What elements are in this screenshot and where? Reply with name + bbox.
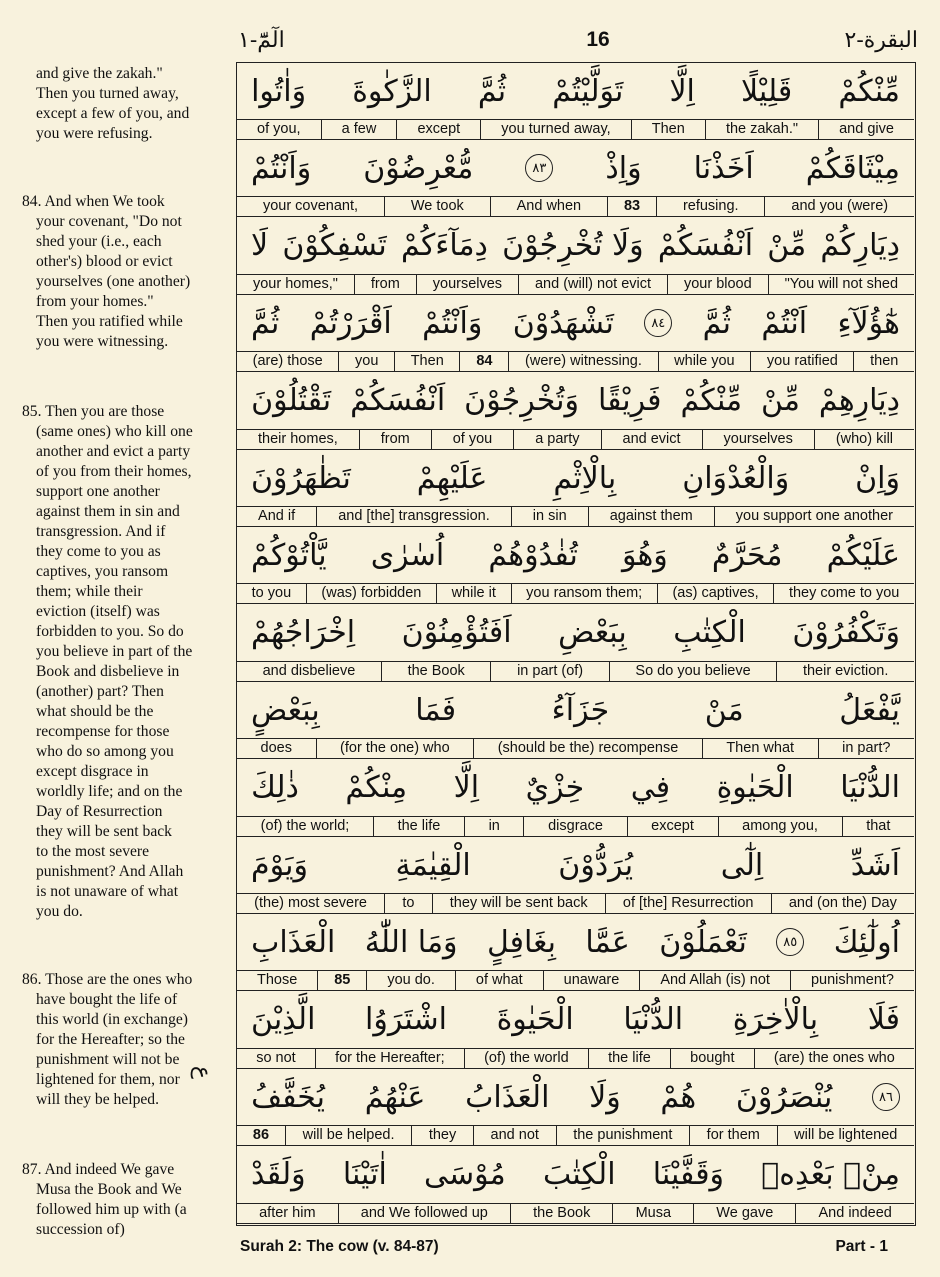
translation-line: [237, 894, 914, 914]
arabic-word: اَنْفُسَكُمْ: [657, 228, 754, 264]
arabic-line: [237, 218, 914, 275]
arabic-word: بِالْاٰخِرَةِ: [732, 1002, 819, 1038]
translation-cell: for them: [689, 1126, 776, 1145]
arabic-word: عَنْهُمُ: [364, 1079, 426, 1115]
page-number: 16: [586, 28, 610, 51]
translation-cell: that: [842, 817, 914, 836]
commentary-line: Then you ratified while: [36, 313, 183, 330]
arabic-line: [237, 1069, 914, 1126]
translation-cell: and (will) not evict: [518, 275, 667, 294]
commentary-line: them; while their: [36, 583, 143, 600]
arabic-word: تَقْتُلُوْنَ: [251, 383, 332, 419]
translation-cell: and you (were): [764, 197, 914, 216]
translation-cell: you do.: [366, 971, 455, 990]
commentary-line: transgression. And if: [36, 523, 166, 540]
arabic-word: مِّنْكُمْ: [680, 383, 743, 419]
arabic-word: الدُّنْيَا: [840, 770, 900, 806]
arabic-word: جَزَآءُ: [551, 692, 610, 728]
arabic-word: دِيَارِكُمْ: [820, 228, 900, 264]
commentary-line: Then you turned away,: [36, 85, 179, 102]
arabic-word: اِلٰٓى: [720, 847, 764, 883]
arabic-word: مِنْكُمْ: [345, 770, 408, 806]
arabic-word: تُفٰدُوْهُمْ: [488, 537, 578, 573]
arabic-word: وَلَا: [589, 1079, 621, 1115]
translation-cell: a few: [321, 120, 397, 139]
verse-number-marker: ٨٥: [776, 928, 804, 956]
arabic-word: فِي: [630, 770, 671, 806]
arabic-word: عَمَّا: [585, 924, 630, 960]
translation-cell: their eviction.: [776, 662, 914, 681]
arabic-line: [237, 605, 914, 662]
verse-number-cell: 86: [252, 1127, 270, 1144]
translation-cell: so not: [256, 1049, 296, 1066]
commentary-line: except disgrace in: [36, 763, 149, 780]
translation-cell: And when: [490, 197, 607, 216]
translation-cell: while it: [436, 584, 511, 603]
translation-line: [237, 739, 914, 759]
arabic-word: الْعَذَابُ: [465, 1079, 550, 1115]
arabic-word: مُوْسَى: [424, 1157, 506, 1193]
arabic-line: [237, 450, 914, 507]
commentary-line: Day of Resurrection: [36, 803, 163, 820]
commentary-line: captives, you ransom: [36, 563, 169, 580]
arabic-word: وَاَنْتُمْ: [251, 150, 312, 186]
arabic-line: [237, 527, 914, 584]
arabic-word: اشْتَرَوُا: [365, 1002, 447, 1038]
translation-cell: from: [354, 275, 416, 294]
arabic-word: خِزْيٌ: [525, 770, 585, 806]
translation-cell: (of) the world: [464, 1049, 588, 1068]
commentary-paragraph: [22, 402, 212, 922]
arabic-line: [237, 1147, 914, 1204]
arabic-word: عَلَيْهِمْ: [416, 460, 488, 496]
verse-number-marker: ٨٦: [872, 1083, 900, 1111]
commentary-line: against them in sin and: [36, 503, 180, 520]
translation-cell: will be helped.: [285, 1126, 411, 1145]
commentary-line: to the most severe: [36, 843, 150, 860]
arabic-word: مِنْۢ بَعْدِهٖ: [761, 1157, 900, 1193]
translation-cell: a party: [513, 430, 600, 449]
arabic-word: وَهُوَ: [621, 537, 668, 573]
commentary-line: you were refusing.: [36, 125, 153, 142]
translation-cell: they will be sent back: [432, 894, 605, 913]
commentary-line: you do.: [36, 903, 83, 920]
commentary-line: you were witnessing.: [36, 333, 169, 350]
translation-cell: And if: [258, 508, 296, 524]
arabic-word: مُحَرَّمٌ: [711, 537, 783, 573]
commentary-line: who do so among you: [36, 743, 174, 760]
translation-cell: in: [464, 817, 524, 836]
translation-cell: you: [338, 352, 394, 371]
translation-cell: Then: [631, 120, 705, 139]
commentary-line: except a few of you, and: [36, 105, 190, 122]
arabic-word: يُنْصَرُوْنَ: [735, 1079, 833, 1115]
page-header: [238, 28, 918, 56]
commentary-line: followed him up with (a: [36, 1201, 187, 1218]
translation-cell: the zakah.": [705, 120, 818, 139]
arabic-word: تَسْفِكُوْنَ: [282, 228, 387, 264]
arabic-word: تَشْهَدُوْنَ: [512, 305, 614, 341]
arabic-word: وَاِنْ: [855, 460, 900, 496]
translation-cell: the life: [588, 1049, 670, 1068]
commentary-paragraph: [22, 192, 212, 352]
translation-line: [237, 197, 914, 217]
translation-cell: Then: [394, 352, 459, 371]
arabic-word: ثُمَّ: [477, 73, 507, 109]
translation-cell: your covenant,: [262, 198, 359, 215]
arabic-word: الدُّنْيَا: [623, 1002, 684, 1038]
arabic-line: [237, 373, 914, 430]
word-by-word-grid: [236, 62, 916, 1226]
translation-cell: their homes,: [258, 430, 338, 447]
arabic-word: بِالْاِثْمِ: [553, 460, 617, 496]
arabic-word: يَّفْعَلُ: [839, 692, 900, 728]
translation-cell: your blood: [667, 275, 768, 294]
translation-cell: refusing.: [656, 197, 764, 216]
translation-cell: and give: [818, 120, 914, 139]
translation-cell: And indeed: [795, 1204, 914, 1223]
arabic-word: لَا: [251, 228, 269, 264]
translation-line: [237, 1204, 914, 1224]
commentary-line: shed your (i.e., each: [36, 233, 162, 250]
translation-cell: punishment?: [790, 971, 914, 990]
translation-line: [237, 507, 914, 527]
translation-cell: yourselves: [416, 275, 518, 294]
arabic-word: فَرِيْقًا: [597, 383, 662, 419]
arabic-word: مِّنْ: [761, 383, 800, 419]
commentary-line: punishment will not be: [36, 1051, 180, 1068]
translation-cell: will be lightened: [777, 1126, 914, 1145]
verse-number-cell: 83: [607, 197, 656, 216]
translation-line: [237, 584, 914, 604]
arabic-word: الَّذِيْنَ: [251, 1002, 316, 1038]
translation-cell: (was) forbidden: [306, 584, 436, 603]
commentary-line: 86. Those are the ones who: [22, 971, 193, 988]
commentary-line: will they be helped.: [36, 1091, 159, 1108]
arabic-word: مِّنْ: [767, 228, 807, 264]
translation-cell: (who) kill: [814, 430, 914, 449]
arabic-word: بِغَافِلٍ: [486, 924, 556, 960]
arabic-word: ثُمَّ: [702, 305, 731, 341]
commentary-paragraph: [22, 64, 212, 144]
commentary-line: this world (in exchange): [36, 1011, 188, 1028]
translation-cell: the Book: [510, 1204, 612, 1223]
commentary-line: from your homes.": [36, 293, 154, 310]
commentary-line: lightened for them, nor: [36, 1071, 180, 1088]
commentary-line: punishment? And Allah: [36, 863, 184, 880]
arabic-word: وَيَوْمَ: [251, 847, 308, 883]
verse-number-cell: 85: [317, 971, 366, 990]
ruku-mark: ع: [190, 1065, 216, 1080]
translation-cell: they: [411, 1126, 473, 1145]
translation-cell: (of) the world;: [260, 817, 350, 834]
arabic-line: [237, 914, 914, 971]
translation-cell: among you,: [718, 817, 842, 836]
arabic-word: تَعْمَلُوْنَ: [659, 924, 747, 960]
commentary-line: have bought the life of: [36, 991, 178, 1008]
translation-cell: We gave: [693, 1204, 795, 1223]
translation-cell: and not: [473, 1126, 556, 1145]
arabic-word: تَوَلَّيْتُمْ: [552, 73, 624, 109]
arabic-word: قَلِيْلًا: [741, 73, 793, 109]
translation-cell: "You will not shed: [768, 275, 914, 294]
translation-cell: (are) those: [252, 353, 323, 370]
verse-number-cell: 84: [459, 352, 508, 371]
arabic-word: دِمَآءَكُمْ: [400, 228, 488, 264]
translation-cell: in sin: [511, 507, 588, 526]
translation-cell: of what: [455, 971, 543, 990]
translation-cell: and We followed up: [338, 1204, 510, 1223]
arabic-word: يُخَفَّفُ: [251, 1079, 326, 1115]
translation-cell: of you: [431, 430, 513, 449]
arabic-word: وَتُخْرِجُوْنَ: [464, 383, 579, 419]
translation-cell: after him: [259, 1204, 316, 1221]
commentary-paragraph: [22, 970, 212, 1110]
translation-cell: Those: [256, 972, 298, 989]
arabic-word: مِّنْكُمْ: [838, 73, 900, 109]
arabic-word: الْكِتٰبِ: [673, 615, 746, 651]
arabic-word: اِلَّا: [669, 73, 695, 109]
part-label: Part - 1: [835, 1238, 888, 1255]
arabic-word: وَقَفَّيْنَا: [652, 1157, 725, 1193]
translation-cell: to you: [251, 585, 292, 602]
arabic-word: وَاٰتُوا: [251, 73, 307, 109]
commentary-line: yourselves (one another): [36, 273, 191, 290]
translation-cell: and [the] transgression.: [316, 507, 511, 526]
commentary-line: they will be sent back: [36, 823, 172, 840]
translation-cell: So do you believe: [609, 662, 777, 681]
translation-cell: disgrace: [523, 817, 626, 836]
arabic-word: وَاِذْ: [605, 150, 642, 186]
arabic-line: [237, 760, 914, 817]
translation-line: [237, 1126, 914, 1146]
translation-cell: and evict: [601, 430, 702, 449]
commentary-line: (same ones) who kill one: [36, 423, 193, 440]
translation-cell: (are) the ones who: [754, 1049, 914, 1068]
arabic-line: [237, 140, 914, 197]
arabic-word: اَنْتُمْ: [761, 305, 808, 341]
juz-label: الٓمّٓ-١: [238, 28, 285, 53]
translation-cell: except: [396, 120, 480, 139]
translation-cell: We took: [384, 197, 490, 216]
arabic-line: [237, 682, 914, 739]
arabic-word: ذٰلِكَ: [251, 770, 299, 806]
translation-line: [237, 662, 914, 682]
commentary-line: of you from their homes,: [36, 463, 192, 480]
translation-cell: you support one another: [714, 507, 914, 526]
commentary-line: your covenant, "Do not: [36, 213, 182, 230]
translation-line: [237, 971, 914, 991]
translation-cell: (were) witnessing.: [508, 352, 657, 371]
translation-cell: And Allah (is) not: [639, 971, 790, 990]
translation-cell: the life: [373, 817, 464, 836]
translation-line: [237, 352, 914, 372]
arabic-word: الزَّكٰوةَ: [352, 73, 432, 109]
arabic-word: اِخْرَاجُهُمْ: [251, 615, 356, 651]
arabic-word: اِلَّا: [453, 770, 480, 806]
translation-cell: Musa: [612, 1204, 693, 1223]
commentary-line: 87. And indeed We gave: [22, 1161, 175, 1178]
arabic-word: وَالْعُدْوَانِ: [682, 460, 790, 496]
arabic-word: اٰتَيْنَا: [342, 1157, 387, 1193]
arabic-word: وَتَكْفُرُوْنَ: [792, 615, 900, 651]
commentary-line: (another) part? Then: [36, 683, 164, 700]
arabic-word: الْكِتٰبَ: [542, 1157, 616, 1193]
arabic-word: الْقِيٰمَةِ: [395, 847, 471, 883]
translation-cell: of you,: [257, 121, 301, 137]
commentary-line: succession of): [36, 1221, 125, 1238]
surah-label: البقرة-٢: [844, 28, 918, 53]
commentary-line: worldly life; and on the: [36, 783, 183, 800]
arabic-word: اَفَتُؤْمِنُوْنَ: [401, 615, 512, 651]
arabic-word: الْحَيٰوةِ: [716, 770, 794, 806]
arabic-word: اَنْفُسَكُمْ: [350, 383, 446, 419]
translation-cell: against them: [588, 507, 714, 526]
translation-cell: in part (of): [490, 662, 608, 681]
arabic-word: مِيْثَاقَكُمْ: [805, 150, 900, 186]
translation-cell: from: [359, 430, 431, 449]
arabic-word: بِبَعْضِ: [558, 615, 627, 651]
verse-number-marker: ٨٣: [525, 154, 553, 182]
arabic-word: فَلَا: [867, 1002, 900, 1038]
commentary-line: and give the zakah.": [36, 65, 163, 82]
commentary-line: Book and disbelieve in: [36, 663, 180, 680]
commentary-line: is not unaware of what: [36, 883, 179, 900]
commentary-line: you believe in part of the: [36, 643, 193, 660]
arabic-word: الْحَيٰوةَ: [496, 1002, 574, 1038]
arabic-word: عَلَيْكُمْ: [826, 537, 900, 573]
commentary-line: for the Hereafter; so the: [36, 1031, 185, 1048]
commentary-line: they come to you as: [36, 543, 161, 560]
commentary-line: 85. Then you are those: [22, 403, 165, 420]
arabic-word: وَمَا اللّٰهُ: [364, 924, 458, 960]
translation-line: [237, 275, 914, 295]
commentary-line: support one another: [36, 483, 160, 500]
translation-cell: while you: [658, 352, 751, 371]
translation-line: [237, 1049, 914, 1069]
translation-cell: yourselves: [702, 430, 814, 449]
translation-cell: Then what: [702, 739, 818, 758]
arabic-word: اُولٰٓئِكَ: [833, 924, 900, 960]
arabic-word: اَشَدِّ: [850, 847, 900, 883]
arabic-line: [237, 63, 914, 120]
arabic-line: [237, 295, 914, 352]
translation-cell: then: [853, 352, 914, 371]
arabic-word: مُّعْرِضُوْنَ: [363, 150, 474, 186]
commentary-line: 84. And when We took: [22, 193, 165, 210]
commentary-line: forbidden to you. So do: [36, 623, 184, 640]
arabic-word: وَلَقَدْ: [251, 1157, 306, 1193]
translation-cell: (for the one) who: [316, 739, 474, 758]
arabic-word: مَنْ: [704, 692, 744, 728]
translation-cell: for the Hereafter;: [315, 1049, 464, 1068]
translation-cell: does: [260, 740, 292, 757]
translation-cell: and (on the) Day: [771, 894, 914, 913]
translation-cell: your homes,": [252, 275, 338, 292]
translation-cell: (the) most severe: [254, 895, 367, 911]
commentary-line: recompense for those: [36, 723, 170, 740]
commentary-line: eviction (itself) was: [36, 603, 160, 620]
translation-cell: (should be the) recompense: [473, 739, 702, 758]
translation-cell: they come to you: [773, 584, 914, 603]
arabic-line: [237, 837, 914, 894]
arabic-word: ثُمَّ: [251, 305, 280, 341]
arabic-word: بِبَعْضٍ: [251, 692, 320, 728]
arabic-word: اَقْرَرْتُمْ: [309, 305, 392, 341]
arabic-word: اُسٰرٰى: [370, 537, 445, 573]
translation-cell: the Book: [381, 662, 491, 681]
translation-line: [237, 817, 914, 837]
translation-line: [237, 430, 914, 450]
commentary-paragraph: [22, 1160, 212, 1240]
translation-cell: bought: [670, 1049, 754, 1068]
arabic-word: هٰٓؤُلَآءِ: [837, 305, 900, 341]
arabic-word: تَظٰهَرُوْنَ: [251, 460, 351, 496]
translation-cell: except: [627, 817, 718, 836]
translation-cell: in part?: [818, 739, 914, 758]
surah-reference: Surah 2: The cow (v. 84-87): [240, 1238, 439, 1255]
translation-cell: to: [384, 894, 431, 913]
commentary-line: other's) blood or evict: [36, 253, 173, 270]
translation-cell: you turned away,: [480, 120, 630, 139]
commentary-line: another and evict a party: [36, 443, 191, 460]
arabic-line: [237, 992, 914, 1049]
translation-cell: of [the] Resurrection: [605, 894, 771, 913]
arabic-word: الْعَذَابِ: [251, 924, 336, 960]
arabic-word: فَمَا: [415, 692, 457, 728]
verse-number-marker: ٨٤: [644, 309, 672, 337]
arabic-word: وَلَا تُخْرِجُوْنَ: [502, 228, 644, 264]
arabic-word: دِيَارِهِمْ: [818, 383, 900, 419]
translation-cell: you ratified: [750, 352, 853, 371]
arabic-word: يُرَدُّوْنَ: [558, 847, 634, 883]
arabic-word: هُمْ: [660, 1079, 697, 1115]
translation-cell: (as) captives,: [657, 584, 773, 603]
translation-cell: the punishment: [556, 1126, 689, 1145]
translation-cell: and disbelieve: [262, 662, 356, 679]
translation-cell: you ransom them;: [511, 584, 657, 603]
commentary-line: what should be the: [36, 703, 154, 720]
translation-line: [237, 120, 914, 140]
arabic-word: اَخَذْنَا: [693, 150, 754, 186]
arabic-word: وَاَنْتُمْ: [422, 305, 483, 341]
arabic-word: يَّاْتُوْكُمْ: [251, 537, 327, 573]
translation-cell: unaware: [543, 971, 640, 990]
commentary-line: Musa the Book and We: [36, 1181, 182, 1198]
